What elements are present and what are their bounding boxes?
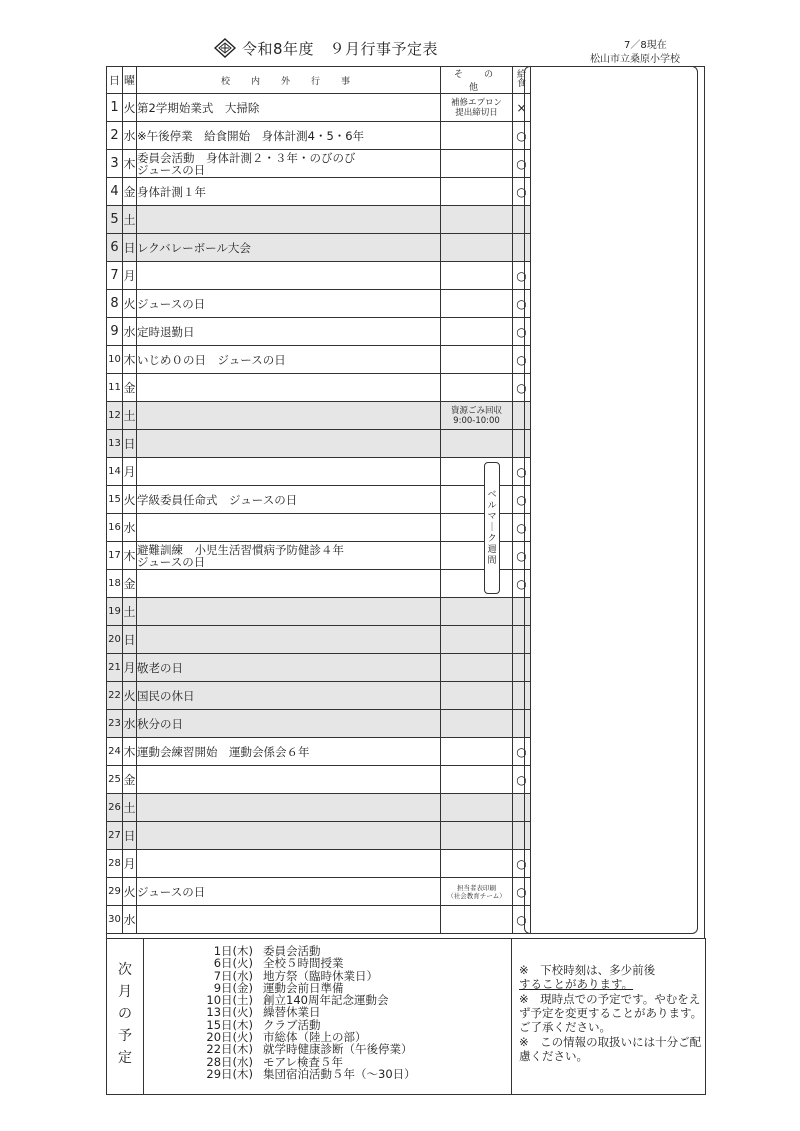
weekday-cell: 日 (123, 430, 137, 458)
next-month-date: 6日(火) (213, 956, 253, 971)
other-cell (441, 374, 513, 402)
day-cell: 11 (107, 374, 123, 402)
divider (511, 939, 512, 1094)
events-cell (137, 878, 441, 906)
day-cell: 4 (107, 178, 123, 206)
weekday-cell: 土 (123, 794, 137, 822)
table-row (107, 794, 531, 822)
next-month-label (113, 959, 137, 1069)
lunch-cell: × (513, 94, 531, 122)
lunch-cell: ○ (513, 850, 531, 878)
other-line: （社会教育チーム） (447, 891, 506, 900)
weekday-cell: 火 (123, 682, 137, 710)
header-other: そ の 他 (441, 67, 513, 94)
header-weekday: 曜 (123, 67, 137, 94)
events-cell (137, 822, 441, 850)
day-cell: 18 (107, 570, 123, 598)
other-line: 9:00-10:00 (453, 415, 500, 426)
day-cell: 21 (107, 654, 123, 682)
other-cell (441, 654, 513, 682)
event-line: 第2学期始業式 大掃除 (137, 100, 260, 115)
event-line: 敬老の日 (137, 660, 183, 675)
events-cell (137, 906, 441, 934)
day-cell: 8 (107, 290, 123, 318)
lunch-cell: ○ (513, 486, 531, 514)
next-month-section (106, 938, 706, 1095)
weekday-cell: 火 (123, 486, 137, 514)
event-line: ジュースの日 (137, 296, 206, 311)
events-cell (137, 206, 441, 234)
bellmark-week-box (484, 462, 500, 594)
other-cell (441, 542, 513, 570)
next-month-event: 創立140周年記念運動会 (263, 993, 389, 1008)
next-month-date: 9日(金) (213, 980, 253, 995)
day-cell: 15 (107, 486, 123, 514)
day-cell: 5 (107, 206, 123, 234)
table-row (107, 458, 531, 486)
weekday-cell: 木 (123, 738, 137, 766)
other-cell (441, 906, 513, 934)
table-row (107, 94, 531, 122)
notes-panel (524, 66, 698, 934)
next-month-event: 就学時健康診断（午後停業） (263, 1042, 413, 1057)
day-cell: 29 (107, 878, 123, 906)
next-month-label-char: 予 (118, 1028, 132, 1044)
day-cell: 17 (107, 542, 123, 570)
other-cell (441, 570, 513, 598)
other-cell (441, 794, 513, 822)
other-cell (441, 402, 513, 430)
other-cell (441, 150, 513, 178)
lunch-cell: ○ (513, 766, 531, 794)
weekday-cell: 火 (123, 290, 137, 318)
lunch-cell: ○ (513, 542, 531, 570)
day-cell: 1 (107, 94, 123, 122)
other-line: 提出締切日 (455, 107, 498, 118)
other-line: 補修エプロン (450, 97, 502, 108)
event-line: 身体計測１年 (137, 184, 206, 199)
weekday-cell: 金 (123, 766, 137, 794)
note-2: ※ 現時点での予定です。やむをえず予定を変更することがあります。ご了承ください。 (519, 992, 703, 1034)
other-cell (441, 122, 513, 150)
weekday-cell: 水 (123, 906, 137, 934)
other-cell (441, 738, 513, 766)
next-month-event: クラブ活動 (263, 1017, 321, 1032)
next-month-event: 全校５時間授業 (263, 956, 344, 971)
events-cell (137, 514, 441, 542)
events-cell (137, 682, 441, 710)
next-month-date: 10日(土) (206, 993, 253, 1008)
day-cell: 12 (107, 402, 123, 430)
events-cell (137, 290, 441, 318)
day-cell: 20 (107, 626, 123, 654)
other-cell (441, 710, 513, 738)
weekday-cell: 水 (123, 514, 137, 542)
events-cell (137, 318, 441, 346)
weekday-cell: 月 (123, 458, 137, 486)
event-line: 避難訓練 小児生活習慣病予防健診４年 (137, 542, 344, 557)
school-emblem-icon (214, 38, 236, 58)
weekday-cell: 木 (123, 542, 137, 570)
next-month-list (177, 945, 416, 1080)
lunch-cell: ○ (513, 878, 531, 906)
other-cell (441, 458, 513, 486)
lunch-cell: ○ (513, 150, 531, 178)
event-line: 委員会活動 身体計測２・３年・のびのび (137, 150, 356, 165)
next-month-date: 15日(木) (206, 1017, 253, 1032)
events-cell (137, 374, 441, 402)
next-month-label-char: 定 (118, 1050, 132, 1066)
lunch-cell: ○ (513, 906, 531, 934)
list-item (177, 1068, 416, 1080)
next-month-event: 地方祭（臨時休業日） (263, 968, 378, 983)
other-cell (441, 94, 513, 122)
weekday-cell: 火 (123, 94, 137, 122)
lunch-cell: ○ (513, 374, 531, 402)
events-cell (137, 794, 441, 822)
lunch-cell: ○ (513, 458, 531, 486)
divider (143, 939, 144, 1094)
next-month-event: 集団宿泊活動５年（～30日） (263, 1066, 416, 1081)
day-cell: 23 (107, 710, 123, 738)
next-month-date: 13日(火) (206, 1005, 253, 1020)
notes (519, 963, 703, 1064)
table-row (107, 486, 531, 514)
note-1b: することがあります。 (519, 977, 634, 991)
other-line: 資源ごみ回収 (450, 405, 502, 416)
events-cell (137, 766, 441, 794)
next-month-label-char: 次 (118, 962, 132, 978)
day-cell: 16 (107, 514, 123, 542)
lunch-cell: ○ (513, 738, 531, 766)
other-cell (441, 262, 513, 290)
weekday-cell: 日 (123, 234, 137, 262)
day-cell: 22 (107, 682, 123, 710)
table-row (107, 878, 531, 906)
events-cell (137, 346, 441, 374)
events-cell (137, 738, 441, 766)
as-of-date: 7／8現在 (624, 40, 667, 51)
table-row (107, 682, 531, 710)
weekday-cell: 水 (123, 710, 137, 738)
day-cell: 26 (107, 794, 123, 822)
weekday-cell: 日 (123, 626, 137, 654)
table-row (107, 234, 531, 262)
table-row (107, 262, 531, 290)
event-line: ※午後停業 給食開始 身体計測4・5・6年 (137, 128, 365, 143)
day-cell: 2 (107, 122, 123, 150)
events-cell (137, 94, 441, 122)
table-row (107, 430, 531, 458)
table-row (107, 150, 531, 178)
next-month-event: 繰替休業日 (263, 1005, 321, 1020)
events-cell (137, 262, 441, 290)
events-cell (137, 178, 441, 206)
day-cell: 9 (107, 318, 123, 346)
day-cell: 10 (107, 346, 123, 374)
other-cell (441, 626, 513, 654)
lunch-cell: ○ (513, 570, 531, 598)
table-row (107, 318, 531, 346)
next-month-date: 28日(水) (206, 1054, 253, 1069)
weekday-cell: 水 (123, 122, 137, 150)
weekday-cell: 火 (123, 878, 137, 906)
lunch-cell: ○ (513, 262, 531, 290)
note-3: ※ この情報の取扱いには十分ご配慮ください。 (519, 1035, 702, 1063)
day-cell: 28 (107, 850, 123, 878)
other-cell (441, 290, 513, 318)
day-cell: 3 (107, 150, 123, 178)
table-row (107, 206, 531, 234)
weekday-cell: 金 (123, 374, 137, 402)
weekday-cell: 土 (123, 402, 137, 430)
header-events: 校 内 外 行 事 (137, 67, 441, 94)
events-cell (137, 430, 441, 458)
table-row (107, 906, 531, 934)
note-1a: ※ 下校時刻は、多少前後 (519, 963, 656, 977)
day-cell: 24 (107, 738, 123, 766)
event-line: 学級委員任命式 ジュースの日 (137, 492, 298, 507)
next-month-date: 1日(木) (213, 944, 253, 958)
weekday-cell: 月 (123, 262, 137, 290)
table-row (107, 402, 531, 430)
table-row (107, 626, 531, 654)
table-row (107, 374, 531, 402)
day-cell: 27 (107, 822, 123, 850)
table-row (107, 654, 531, 682)
next-month-date: 29日(木) (206, 1066, 253, 1081)
events-cell (137, 626, 441, 654)
table-row (107, 514, 531, 542)
other-cell (441, 682, 513, 710)
table-row (107, 822, 531, 850)
event-line: レクバレーボール大会 (137, 240, 251, 255)
day-cell: 30 (107, 906, 123, 934)
table-row (107, 570, 531, 598)
event-line: ジュースの日 (137, 554, 206, 569)
bellmark-char: 間 (487, 555, 497, 566)
bellmark-char: ｜ (487, 522, 497, 533)
day-cell: 14 (107, 458, 123, 486)
lunch-cell: ○ (513, 122, 531, 150)
bellmark-char: マ (487, 511, 497, 522)
next-month-date: 7日(水) (213, 968, 253, 983)
table-row (107, 850, 531, 878)
day-cell: 13 (107, 430, 123, 458)
events-cell (137, 234, 441, 262)
lunch-cell: ○ (513, 318, 531, 346)
other-line: 担当者表印刷 (457, 883, 496, 892)
other-cell (441, 234, 513, 262)
other-cell (441, 766, 513, 794)
table-row (107, 290, 531, 318)
event-line: 秋分の日 (137, 716, 183, 731)
school-name: 松山市立桑原小学校 (590, 54, 680, 65)
event-line: ジュースの日 (137, 162, 206, 177)
events-cell (137, 458, 441, 486)
other-cell (441, 486, 513, 514)
events-cell (137, 542, 441, 570)
event-line: 運動会練習開始 運動会係会６年 (137, 744, 310, 759)
weekday-cell: 日 (123, 822, 137, 850)
next-month-event: 市総体（陸上の部） (263, 1030, 367, 1045)
event-line: 国民の休日 (137, 688, 195, 703)
bellmark-char: ベ (487, 489, 497, 500)
events-cell (137, 570, 441, 598)
events-cell (137, 654, 441, 682)
weekday-cell: 木 (123, 150, 137, 178)
day-cell: 7 (107, 262, 123, 290)
other-cell (441, 598, 513, 626)
bellmark-char: ル (487, 500, 497, 511)
next-month-event: 委員会活動 (263, 944, 321, 958)
table-header (107, 67, 531, 94)
other-cell (441, 850, 513, 878)
table-row (107, 598, 531, 626)
events-cell (137, 150, 441, 178)
event-line: ジュースの日 (137, 884, 206, 899)
next-month-date: 20日(火) (206, 1030, 253, 1045)
other-cell (441, 206, 513, 234)
lunch-cell: ○ (513, 290, 531, 318)
events-cell (137, 122, 441, 150)
header-day: 日 (107, 67, 123, 94)
bellmark-char: 週 (487, 544, 497, 555)
events-cell (137, 850, 441, 878)
events-cell (137, 598, 441, 626)
table-row (107, 542, 531, 570)
next-month-label-char: の (118, 1006, 132, 1022)
other-cell (441, 178, 513, 206)
day-cell: 6 (107, 234, 123, 262)
other-cell (441, 511, 513, 542)
lunch-cell: ○ (513, 178, 531, 206)
events-cell (137, 710, 441, 738)
next-month-event: モアレ検査５年 (263, 1054, 344, 1069)
page-title: 令和8年度 ９月行事予定表 (242, 40, 439, 58)
table-row (107, 122, 531, 150)
other-cell (441, 318, 513, 346)
weekday-cell: 土 (123, 598, 137, 626)
lunch-cell: ○ (513, 346, 531, 374)
weekday-cell: 金 (123, 570, 137, 598)
table-row (107, 178, 531, 206)
next-month-date: 22日(木) (206, 1042, 253, 1057)
event-line: いじめ０の日 ジュースの日 (137, 352, 286, 367)
weekday-cell: 月 (123, 850, 137, 878)
table-row (107, 346, 531, 374)
day-cell: 19 (107, 598, 123, 626)
table-row (107, 710, 531, 738)
weekday-cell: 木 (123, 346, 137, 374)
next-month-event: 運動会前日準備 (263, 980, 344, 995)
other-cell (441, 822, 513, 850)
next-month-label-char: 月 (118, 984, 132, 1000)
event-line: 定時退勤日 (137, 324, 195, 339)
weekday-cell: 水 (123, 318, 137, 346)
weekday-cell: 月 (123, 654, 137, 682)
table-row (107, 738, 531, 766)
lunch-cell: ○ (513, 514, 531, 542)
bellmark-char: ク (487, 533, 497, 544)
table-row (107, 766, 531, 794)
events-cell (137, 486, 441, 514)
other-cell (441, 346, 513, 374)
schedule-table (106, 66, 531, 934)
weekday-cell: 土 (123, 206, 137, 234)
other-cell (441, 430, 513, 458)
header-lunch: 給食 (513, 67, 531, 94)
weekday-cell: 金 (123, 178, 137, 206)
other-cell (441, 878, 513, 906)
day-cell: 25 (107, 766, 123, 794)
events-cell (137, 402, 441, 430)
